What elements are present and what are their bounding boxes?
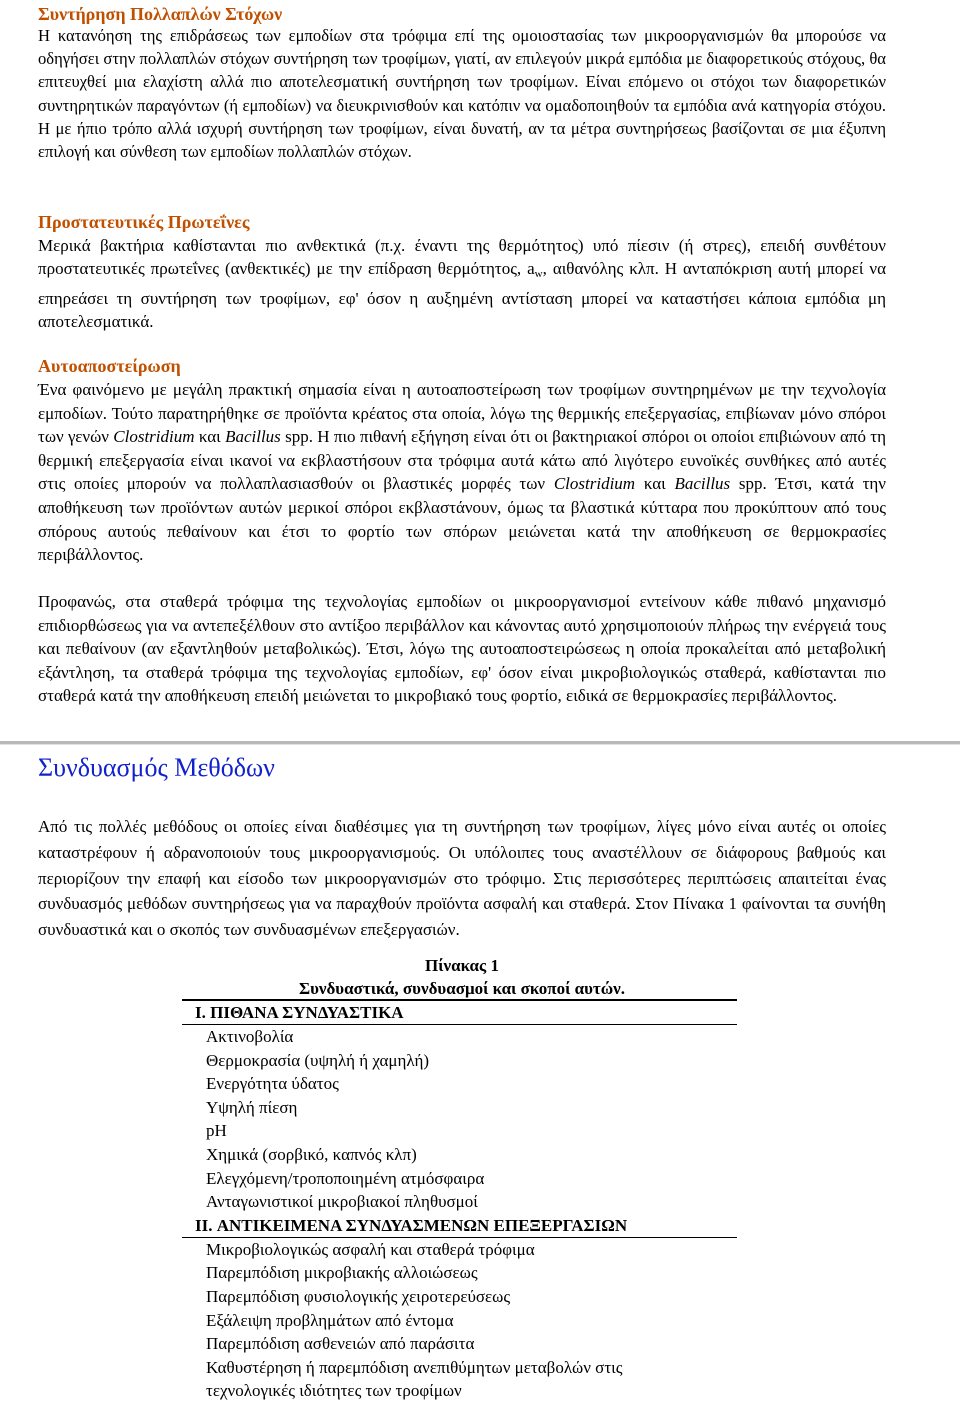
genus-bacillus: Bacillus [225, 427, 281, 447]
table-item: τεχνολογικές ιδιότητες των τροφίμων [206, 1381, 462, 1401]
autoster-text-a: Ένα φαινόμενο με μεγάλη πρακτική σημασία είναι η αυτοαποστείρωση των τροφίμων συντηρημένων με την τεχνολογία εμποδίων. Τούτο παρατηρήθηκε σε προϊόντα κρέατος στα οποία, λόγω της θερμικής επεξεργασίας, επιβίωναν μόνο σπόροι των γενών [38, 380, 886, 447]
table-item: Εξάλειψη προβλημάτων από έντομα [206, 1310, 454, 1330]
genus-clostridium: Clostridium [553, 474, 636, 494]
table-item: pH [206, 1121, 227, 1141]
heading-multitarget: Συντήρηση Πολλαπλών Στόχων [38, 4, 283, 24]
table-item: Ακτινοβολία [206, 1027, 294, 1046]
proteins-text-a: Μερικά βακτήρια καθίστανται πιο ανθεκτικά (π.χ. έναντι της θερμότητος) υπό πίεσιν (ή στρες), επειδή συνθέτουν προστατευτικές πρωτεΐνες (ανθεκτικές) με την επίδραση θερμότητος, a [38, 236, 886, 279]
water-activity-subscript: w [534, 268, 543, 281]
table-subtitle: Συνδυαστικά, συνδυασμοί και σκοποί αυτών. [298, 979, 626, 998]
table-item: Καθυστέρηση ή παρεμπόδιση ανεπιθύμητων μεταβολών στις [206, 1357, 623, 1377]
paragraph-proteins [38, 234, 886, 334]
table-item: Παρεμπόδιση φυσιολογικής χειροτερεύσεως [206, 1286, 511, 1306]
table-item: Ενεργότητα ύδατος [206, 1074, 339, 1094]
table-item: Υψηλή πίεση [206, 1097, 298, 1117]
table-section-2-items [182, 1238, 737, 1403]
table-item: Παρεμπόδιση μικροβιακής αλλοιώσεως [206, 1263, 478, 1283]
heading-autosterilization: Αυτοαποστείρωση [38, 356, 181, 376]
table-item: Παρεμπόδιση ασθενειών από παράσιτα [206, 1334, 475, 1354]
horizontal-divider [0, 741, 960, 745]
autoster-text-c: spp. Έτσι, κατά την αποθήκευση των προϊόντων αυτών μερικοί σπόροι εκβλαστάνουν, όμως τα βλαστικά κύτταρα που προκύπτουν από τους σπόρους αυτούς πεθαίνουν και έτσι το φορτίο των σπόρων μειώνεται κατά την αποθήκευση σε θερμοκρασίες περιβάλλοντος. [38, 474, 886, 565]
conj-and: και [194, 427, 226, 447]
conj-and: και [635, 474, 675, 494]
table-section-heading: II. ΑΝΤΙΚΕΙΜΕΝΑ ΣΥΝΔΥΑΣΜΕΝΩΝ ΕΠΕΞΕΡΓΑΣΙΩΝ [182, 1214, 737, 1238]
combination-table [182, 999, 737, 1403]
table-section-1-items [182, 1025, 737, 1214]
paragraph-multitarget: Η κατανόηση της επιδράσεως των εμποδίων στα τρόφιμα επί της ομοιοστασίας των μικροοργανισμών θα μπορούσε να οδηγήσει στην πολλαπλών στόχων συντήρηση των τροφίμων, γιατί, αν επιλεγούν μικρά εμπόδια με διαφορετικούς στόχους, θα επιτευχθεί μια ελαχίστη αλλά πιο αποτελεσματική συντήρηση των τροφίμων. Είναι επόμενο οι στόχοι των διαφορετικών συντηρητικών παραγόντων (ή εμποδίων) να διευκρινισθούν και κατόπιν να ομαδοποιηθούν τα εμπόδια ανά κατηγορία στόχου. Η με ήπιο τρόπο αλλά ισχυρή συντήρηση των τροφίμων, είναι δυνατή, αν τα μέτρα συντηρήσεως βασίζονται σε μια έξυπνη επιλογή και σύνθεση των εμποδίων πολλαπλών στόχων. [38, 26, 886, 162]
table-item: Ανταγωνιστικοί μικροβιακοί πληθυσμοί [206, 1192, 478, 1212]
table-item: Μικροβιολογικώς ασφαλή και σταθερά τρόφιμα [206, 1239, 535, 1259]
autoster-text-b: spp. Η πιο πιθανή εξήγηση είναι ότι οι βακτηριακοί σπόροι οι οποίοι επιβιώνουν από τη θερμική επεξεργασία είναι ικανοί να εκβλαστήσουν στα τρόφιμα αυτά κάτω από λιγότερο ευνοϊκές συνθήκες από αυτές στις οποίες μπορούν να πολλαπλασιασθούν οι βλαστικές μορφές των [38, 427, 886, 494]
proteins-text-b: , αιθανόλης κλπ. Η ανταπόκριση αυτή μπορεί να επηρεάσει τη συντήρηση των τροφίμων, εφ' όσον η αυξημένη αντίσταση μπορεί να καταστήσει κάποια εμπόδια μη αποτελεσματικά. [38, 259, 886, 332]
genus-clostridium: Clostridium [113, 427, 195, 447]
paragraph-autosterilization-2: Προφανώς, στα σταθερά τρόφιμα της τεχνολογίας εμποδίων οι μικροοργανισμοί εντείνουν κάθε πιθανό μηχανισμό επιδιορθώσεως για να αντεπεξέλθουν στο αντίξοο περιβάλλον και κάνοντας αυτό χρησιμοποιούν πλήρως την ενέργειά τους και πεθαίνουν (αν εξαντληθούν μεταβολικώς). Έτσι, λόγω της αυτοαποστειρώσεως η οποία προκαλείται από μεταβολική εξάντληση, τα σταθερά τρόφιμα της τεχνολογίας εμποδίων, εφ' όσον είναι μικροβιολογικώς σταθερά, καθίστανται πιο σταθερά κατά την αποθήκευση επειδή μειώνεται το μικροβιακό τους φορτίο, ειδικά σε θερμοκρασίες περιβάλλοντος. [38, 592, 886, 706]
table-title: Πίνακας 1 [425, 956, 499, 975]
paragraph-combination: Από τις πολλές μεθόδους οι οποίες είναι διαθέσιμες για τη συντήρηση των τροφίμων, λίγες μόνο είναι αυτές οι οποίες καταστρέφουν ή αδρανοποιούν τους μικροοργανισμούς. Οι υπόλοιπες τους αναστέλλουν σε διάφορους βαθμούς και περιορίζουν την επαφή και είσοδο των μικροοργανισμών στο τρόφιμο. Στις περισσότερες περιπτώσεις απαιτείται ένας συνδυασμός μεθόδων συντηρήσεως για να παραχθούν προϊόντα ασφαλή και σταθερά. Στον Πίνακα 1 φαίνονται τα συνήθη συνδυαστικά και ο σκοπός των συνδυασμένων επεξεργασιών. [38, 817, 886, 940]
table-item: Ελεγχόμενη/τροποποιημένη ατμόσφαιρα [206, 1168, 485, 1188]
table-section-heading: I. ΠΙΘΑΝΑ ΣΥΝΔΥΑΣΤΙΚΑ [182, 1001, 737, 1025]
heading-proteins: Προστατευτικές Πρωτεΐνες [38, 212, 250, 232]
genus-bacillus: Bacillus [674, 474, 731, 494]
table-item: Χημικά (σορβικό, καπνός κλπ) [206, 1144, 417, 1164]
table-item: Θερμοκρασία (υψηλή ή χαμηλή) [206, 1050, 430, 1070]
heading-combination: Συνδυασμός Μεθόδων [38, 753, 275, 782]
paragraph-autosterilization-1 [38, 378, 886, 567]
